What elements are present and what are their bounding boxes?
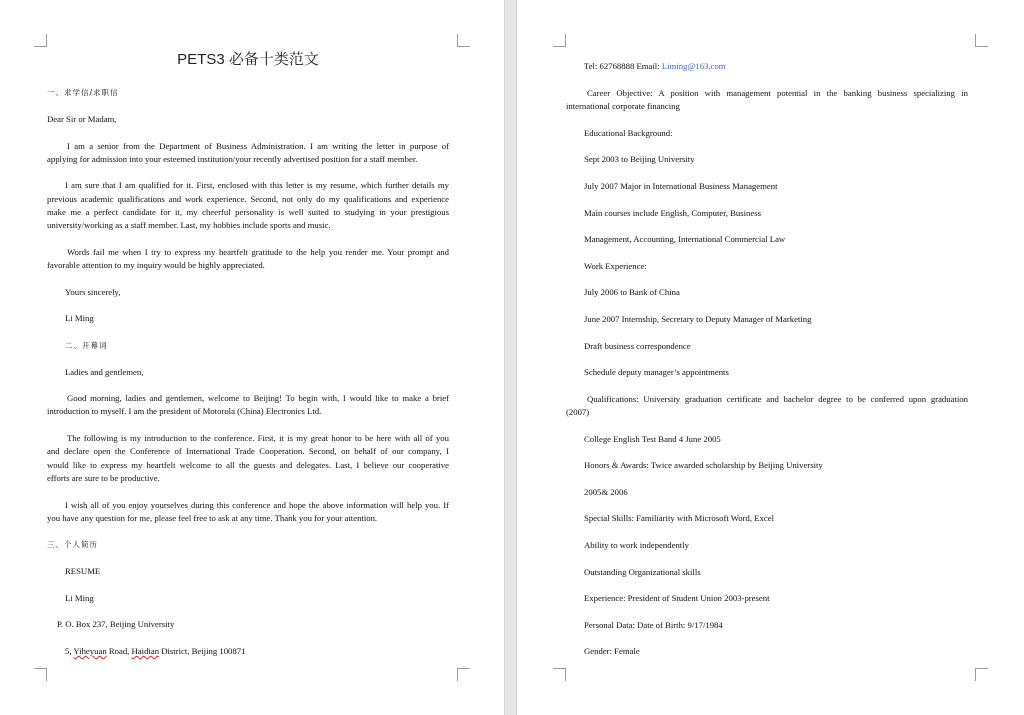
honors-line: Honors & Awards: Twice awarded scholarship by Beijing University bbox=[584, 460, 823, 471]
work-item: Schedule deputy manager’s appointments bbox=[584, 367, 729, 378]
letter-paragraph-3 bbox=[47, 246, 449, 273]
education-item: July 2007 Major in International Business Management bbox=[584, 181, 778, 192]
honors-years: 2005& 2006 bbox=[584, 486, 628, 497]
paragraph-line: Good morning, ladies and gentlemen, welcome to Beijing! To begin with, I would like to make a brief bbox=[67, 393, 449, 404]
courses-line: Management, Accounting, International Commercial Law bbox=[584, 234, 786, 245]
letter-signature: Li Ming bbox=[65, 313, 94, 324]
paragraph-line: I am a senior from the Department of Business Administration. I am writing the letter in purpose of bbox=[67, 140, 449, 151]
resume-po-box: P. O. Box 237, Beijing University bbox=[57, 619, 175, 630]
work-item: Draft business correspondence bbox=[584, 340, 691, 351]
document-page-right[interactable] bbox=[517, 0, 1024, 715]
letter-paragraph-2 bbox=[47, 179, 449, 232]
speech-paragraph-2 bbox=[47, 432, 449, 485]
work-item: July 2006 to Bank of China bbox=[584, 287, 680, 298]
page-gap bbox=[504, 0, 517, 715]
paragraph-line: Career Objective: A position with management potential in the banking business specializing in bbox=[587, 87, 968, 98]
crop-mark-top-right bbox=[975, 34, 988, 47]
paragraph-line: favorable attention to my inquiry would be highly appreciated. bbox=[47, 260, 265, 271]
resume-name: Li Ming bbox=[65, 592, 94, 603]
right-page-body bbox=[566, 60, 968, 672]
paragraph-line: efforts are sure to be productive. bbox=[47, 472, 160, 483]
cet-line: College English Test Band 4 June 2005 bbox=[584, 433, 721, 444]
skills-item: Outstanding Organizational skills bbox=[584, 566, 701, 577]
paragraph-line: international corporate financing bbox=[566, 101, 680, 112]
address-text: District, Beijing 100871 bbox=[159, 645, 246, 656]
skills-line: Special Skills: Familiarity with Microsoft Word, Excel bbox=[584, 513, 774, 524]
letter-paragraph-1 bbox=[47, 140, 449, 167]
speech-paragraph-1 bbox=[47, 392, 449, 419]
resume-address bbox=[47, 645, 449, 658]
paragraph-line: (2007) bbox=[566, 407, 590, 418]
skills-item: Ability to work independently bbox=[584, 540, 689, 551]
speech-greeting: Ladies and gentlemen, bbox=[65, 366, 144, 377]
resume-title: RESUME bbox=[65, 566, 101, 577]
contact-line bbox=[566, 60, 968, 73]
crop-mark-bottom-right bbox=[975, 668, 988, 681]
document-title: PETS3 必备十类范文 bbox=[177, 51, 319, 68]
crop-mark-top-left bbox=[553, 34, 566, 47]
work-item: June 2007 Internship, Secretary to Deputy Manager of Marketing bbox=[584, 313, 812, 324]
paragraph-line: applying for admission into your esteemed institution/your recently advertised position for a staff member. bbox=[47, 153, 418, 164]
work-heading: Work Experience: bbox=[584, 260, 647, 271]
education-heading: Educational Background: bbox=[584, 127, 673, 138]
misspelled-word[interactable]: Yiheyuan bbox=[73, 645, 107, 656]
paragraph-line: I wish all of you enjoy yourselves during this conference and hope the above information will help you. If bbox=[65, 499, 449, 510]
section-heading-resume: 三、个人简历 bbox=[47, 540, 98, 550]
paragraph-line: would like to express my heartfelt welcome to all the guests and delegates. Last, I believe our cooperative bbox=[47, 459, 449, 470]
paragraph-line: I am sure that I am qualified for it. First, enclosed with this letter is my resume, which further details my bbox=[65, 180, 449, 191]
paragraph-line: you have any question for me, please feel free to ask at any time. Thank you for your attention. bbox=[47, 512, 378, 523]
crop-mark-bottom-left bbox=[553, 668, 566, 681]
paragraph-line: introduction to myself. I am the president of Motorola (China) Electronics Ltd. bbox=[47, 406, 322, 417]
tel-text: Tel: 62768888 Email: bbox=[584, 61, 662, 72]
paragraph-line: Words fail me when I try to express my heartfelt gratitude to the help you render me. Your prompt and bbox=[67, 246, 449, 257]
qualifications bbox=[566, 393, 968, 420]
section-heading-application-letter: 一、求学信/求职信 bbox=[47, 88, 119, 98]
paragraph-line: Qualifications: University graduation certificate and bachelor degree to be conferred upon graduation bbox=[587, 393, 968, 404]
paragraph-line: The following is my introduction to the conference. First, it is my great honor to be here with all of you bbox=[67, 433, 449, 444]
career-objective bbox=[566, 87, 968, 114]
courses-line: Main courses include English, Computer, Business bbox=[584, 207, 762, 218]
education-item: Sept 2003 to Beijing University bbox=[584, 154, 695, 165]
address-text: Road, bbox=[106, 645, 132, 656]
crop-mark-bottom-right bbox=[457, 668, 470, 681]
experience-line: Experience: President of Student Union 2003-present bbox=[584, 593, 770, 604]
paragraph-line: previous academic qualifications and work experience. Second, not only do my qualifications and experience bbox=[47, 193, 449, 204]
misspelled-word[interactable]: Haidian bbox=[131, 645, 160, 656]
document-page-left[interactable] bbox=[0, 0, 504, 715]
speech-paragraph-3 bbox=[47, 499, 449, 526]
crop-mark-bottom-left bbox=[34, 668, 47, 681]
email-link[interactable]: Liming@163.com bbox=[661, 61, 726, 72]
personal-data-line: Personal Data: Date of Birth: 9/17/1984 bbox=[584, 619, 723, 630]
gender-line: Gender: Female bbox=[584, 646, 640, 657]
crop-mark-top-left bbox=[34, 34, 47, 47]
paragraph-line: and declare open the Conference of International Trade Cooperation. Second, on behalf of our company, I bbox=[47, 446, 449, 457]
section-heading-opening-speech: 二、开幕词 bbox=[65, 340, 108, 350]
left-page-body bbox=[47, 86, 449, 671]
crop-mark-top-right bbox=[457, 34, 470, 47]
address-text: 5, bbox=[65, 645, 74, 656]
paragraph-line: make me a perfect candidate for it, my cheerful personality is well suited to studying in your prestigious bbox=[47, 207, 449, 218]
letter-closing: Yours sincerely, bbox=[65, 286, 121, 297]
paragraph-line: university/working as a staff member. Last, my hobbies include sports and music. bbox=[47, 220, 331, 231]
letter-salutation: Dear Sir or Madam, bbox=[47, 113, 117, 124]
